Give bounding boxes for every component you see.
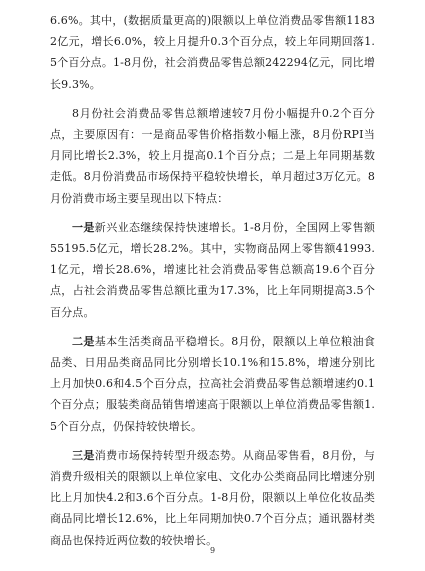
paragraph-text: 新兴业态继续保持快速增长。1-8月份，全国网上零售额55195.5亿元，增长28.2%。其中，实物商品网上零售额41993.1亿元，增长28.6%，增速比社会消费品零售总额高19.6个百分点，占社会消费品零售总额比重为17.3%，比上年同期提高3.5个百分点。 xyxy=(50,220,375,319)
paragraph-text: 6.6%。其中，(数据质量更高的)限额以上单位消费品零售额11832亿元，增长6.0%，较上月提升0.3个百分点，较上年同期回落1.5个百分点。1-8月份，社会消费品零售总额242294亿元，同比增长9.3%。 xyxy=(50,14,375,91)
paragraph-lead: 二是 xyxy=(72,334,95,348)
paragraph-text: 基本生活类商品平稳增长。8月份，限额以上单位粮油食品类、日用品类商品同比分别增长10.1%和15.8%，增速分别比上月加快0.6和4.5个百分点，拉高社会消费品零售总额增速约0.1个百分点；服装类商品销售增速高于限额以上单位消费品零售额1.5个百分点，仍保持较快增长。 xyxy=(50,334,375,433)
document-page xyxy=(50,10,375,551)
paragraph-point-two xyxy=(50,331,375,437)
paragraph-point-one xyxy=(50,217,375,323)
paragraph-retail-growth xyxy=(50,103,375,209)
paragraph-point-three xyxy=(50,445,375,551)
paragraph-lead: 一是 xyxy=(72,220,95,234)
paragraph-continuation xyxy=(50,10,375,95)
paragraph-lead: 三是 xyxy=(72,448,95,462)
paragraph-text: 8月份社会消费品零售总额增速较7月份小幅提升0.2个百分点，主要原因有：一是商品零售价格指数小幅上涨，8月份RPI当月同比增长2.3%，较上月提高0.1个百分点；二是上年同期基数走低。8月份消费品市场保持平稳较快增长，单月超过3万亿元。8月份消费市场主要呈现出以下特点： xyxy=(50,106,375,205)
paragraph-text: 消费市场保持转型升级态势。从商品零售看，8月份，与消费升级相关的限额以上单位家电、文化办公类商品同比增速分别比上月加快4.2和3.6个百分点。1-8月份，限额以上单位化妆品类商品同比增长12.6%，比上年同期加快0.7个百分点；通讯器材类商品也保持近两位数的较快增长。 xyxy=(50,448,375,547)
page-number: 9 xyxy=(209,546,216,555)
